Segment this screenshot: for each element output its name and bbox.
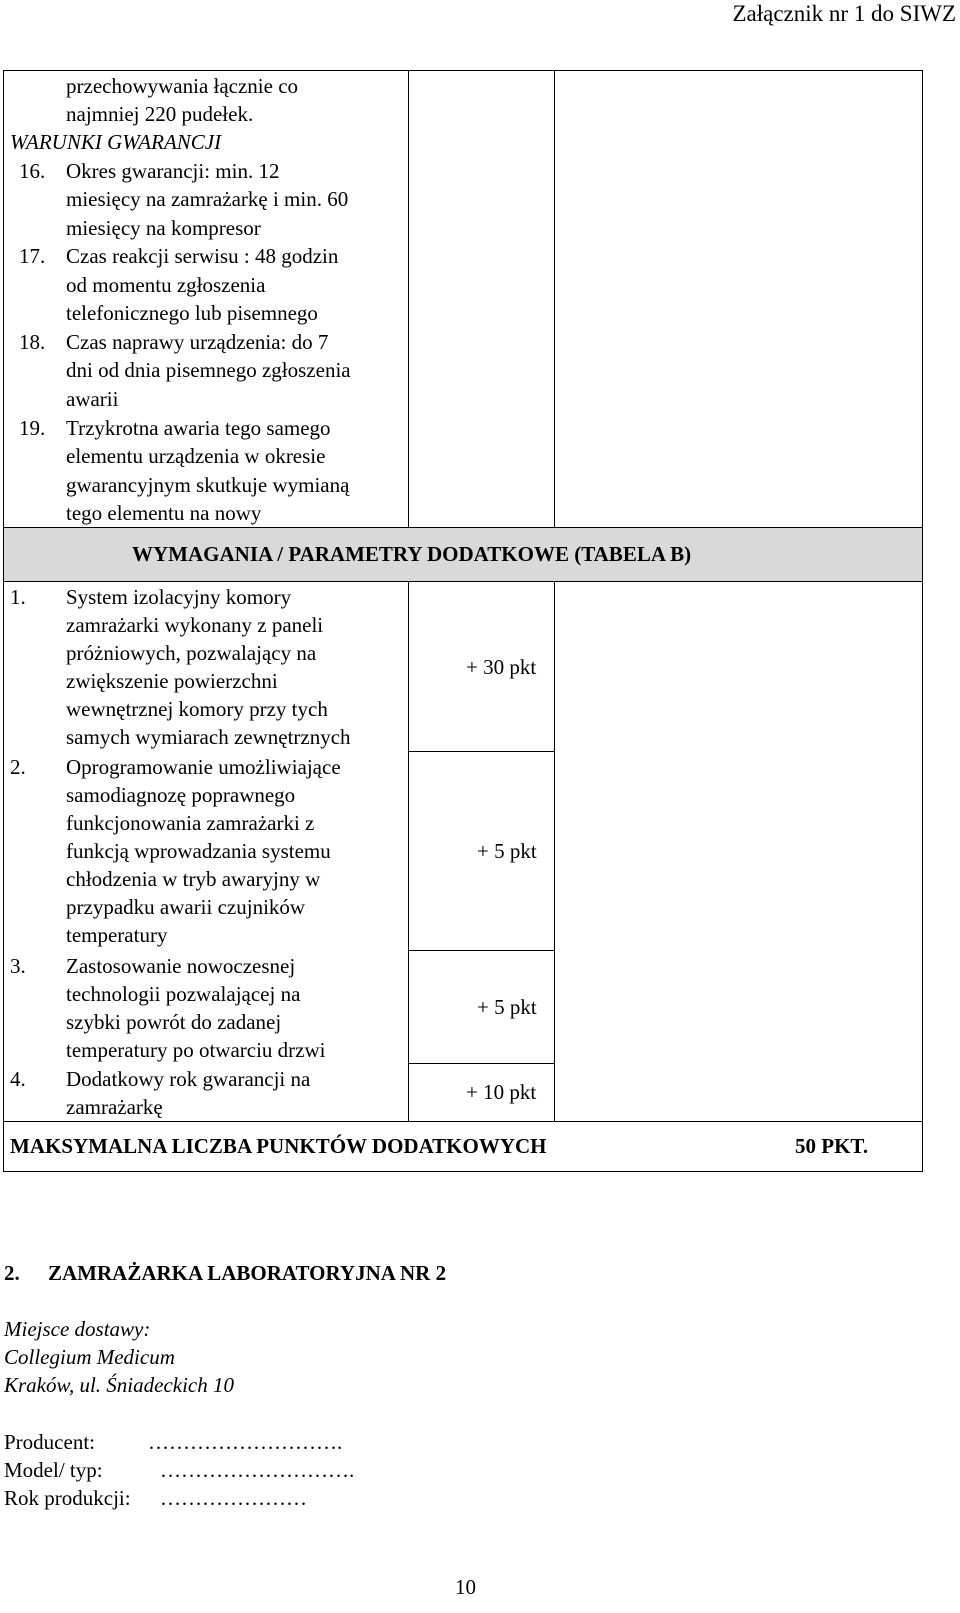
- item-line: Czas naprawy urządzenia: do 7: [66, 330, 329, 354]
- item-line: miesięcy na zamrażarkę i min. 60: [66, 187, 349, 211]
- points-value: + 5 pkt: [477, 839, 537, 863]
- item-line: szybki powrót do zadanej: [66, 1010, 282, 1034]
- column-divider-2: [554, 581, 555, 1121]
- delivery-line: Kraków, ul. Śniadeckich 10: [4, 1373, 234, 1397]
- item-line: elementu urządzenia w okresie: [66, 444, 326, 468]
- table-border-top: [3, 70, 923, 71]
- item-line: Oprogramowanie umożliwiające: [66, 755, 341, 779]
- producer-label: Producent:: [4, 1430, 95, 1454]
- item-line: Dodatkowy rok gwarancji na: [66, 1067, 311, 1091]
- intro-line: przechowywania łącznie co: [66, 74, 299, 98]
- document-header: Załącznik nr 1 do SIWZ: [732, 1, 956, 26]
- max-points-value: 50 PKT.: [795, 1134, 869, 1158]
- item-line: od momentu zgłoszenia: [66, 273, 266, 297]
- max-points-label: MAKSYMALNA LICZBA PUNKTÓW DODATKOWYCH: [10, 1134, 547, 1158]
- page-number: 10: [455, 1575, 476, 1599]
- item-line: wewnętrznej komory przy tych: [66, 697, 328, 721]
- item-line: chłodzenia w tryb awaryjny w: [66, 867, 321, 891]
- row-divider: [408, 950, 555, 951]
- item-line: temperatury: [66, 923, 168, 947]
- item-line: System izolacyjny komory: [66, 585, 292, 609]
- item-line: funkcjonowania zamrażarki z: [66, 811, 315, 835]
- points-value: + 10 pkt: [466, 1080, 537, 1104]
- item-number: 17.: [19, 244, 46, 268]
- item-line: awarii: [66, 387, 119, 411]
- column-divider-1: [408, 70, 409, 528]
- model-label: Model/ typ:: [4, 1458, 103, 1482]
- item-line: technologii pozwalającej na: [66, 982, 301, 1006]
- item-number: 19.: [19, 416, 46, 440]
- table-border-left: [3, 527, 4, 1172]
- item-line: tego elementu na nowy: [66, 501, 262, 525]
- table-b-title: WYMAGANIA / PARAMETRY DODATKOWE (TABELA B): [132, 542, 692, 566]
- item-line: Okres gwarancji: min. 12: [66, 159, 280, 183]
- item-line: dni od dnia pisemnego zgłoszenia: [66, 358, 351, 382]
- table-border-left: [3, 70, 4, 528]
- item-line: Czas reakcji serwisu : 48 godzin: [66, 244, 339, 268]
- item-line: samych wymiarach zewnętrznych: [66, 725, 351, 749]
- table-border-right: [922, 70, 923, 528]
- item-number: 4.: [10, 1067, 26, 1091]
- item-line: Trzykrotna awaria tego samego: [66, 416, 331, 440]
- table-border-bottom: [3, 1171, 923, 1172]
- item-line: próżniowych, pozwalający na: [66, 641, 317, 665]
- item-number: 16.: [19, 159, 46, 183]
- producer-dots: ……………………….: [148, 1430, 343, 1454]
- year-dots: …………………: [160, 1486, 307, 1510]
- item-number: 3.: [10, 954, 26, 978]
- row-divider: [408, 751, 555, 752]
- intro-line: najmniej 220 pudełek.: [66, 102, 254, 126]
- delivery-line: Miejsce dostawy:: [4, 1317, 151, 1341]
- table-border-right: [922, 527, 923, 1172]
- item-line: zamrażarki wykonany z paneli: [66, 613, 324, 637]
- item-line: gwarancyjnym skutkuje wymianą: [66, 473, 350, 497]
- header-bottom-border: [3, 581, 923, 582]
- item-line: samodiagnozę poprawnego: [66, 783, 296, 807]
- section-label: WARUNKI GWARANCJI: [10, 130, 222, 154]
- item-line: funkcją wprowadzania systemu: [66, 839, 331, 863]
- row-divider: [408, 1063, 555, 1064]
- section-number: 2.: [4, 1261, 20, 1285]
- item-line: temperatury po otwarciu drzwi: [66, 1038, 326, 1062]
- model-dots: ……………………….: [160, 1458, 355, 1482]
- year-label: Rok produkcji:: [4, 1486, 131, 1510]
- points-value: + 30 pkt: [466, 655, 537, 679]
- column-divider-2: [554, 70, 555, 528]
- column-divider-1: [408, 581, 409, 1121]
- item-line: telefonicznego lub pisemnego: [66, 301, 318, 325]
- item-line: miesięcy na kompresor: [66, 216, 261, 240]
- item-line: Zastosowanie nowoczesnej: [66, 954, 296, 978]
- item-line: zamrażarkę: [66, 1095, 163, 1119]
- item-number: 18.: [19, 330, 46, 354]
- item-line: zwiększenie powierzchni: [66, 669, 278, 693]
- item-line: przypadku awarii czujników: [66, 895, 306, 919]
- item-number: 1.: [10, 585, 26, 609]
- item-number: 2.: [10, 755, 26, 779]
- points-value: + 5 pkt: [477, 995, 537, 1019]
- section-title: ZAMRAŻARKA LABORATORYJNA NR 2: [48, 1261, 447, 1285]
- delivery-line: Collegium Medicum: [4, 1345, 175, 1369]
